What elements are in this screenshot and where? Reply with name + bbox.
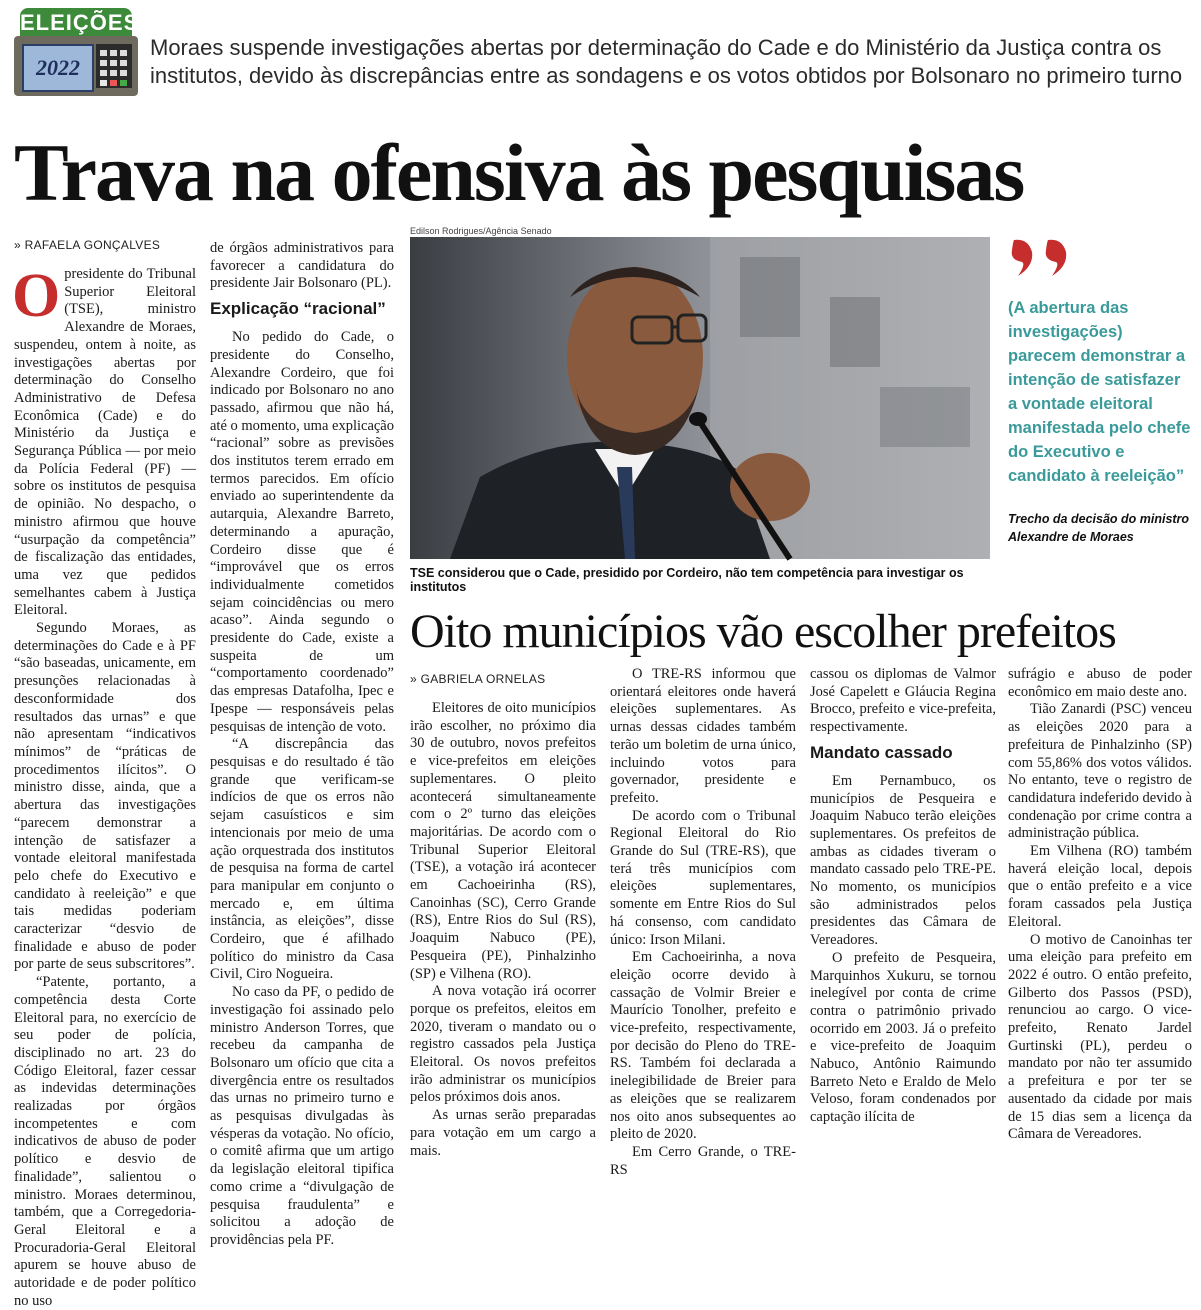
subhead-mandato-cassado: Mandato cassado xyxy=(810,742,953,762)
photo-caption: TSE considerou que o Cade, presidido por Cordeiro, não tem competência para investigar os institutos xyxy=(410,566,964,594)
paragraph: sufrágio e abuso de poder econômico em maio deste ano. xyxy=(1008,666,1192,700)
badge-label: ELEIÇÕES xyxy=(20,8,132,38)
keypad-icon xyxy=(96,44,132,88)
paragraph: Eleitores de oito municípios irão escolher, no próximo dia 30 de outubro, novos prefeitos e vice-prefeitos em eleições suplementares. O pleito acontecerá simultaneamente com o 2º turno das eleições majoritárias. De acordo com o Tribunal Superior Eleitoral (TSE), a votação irá acontecer em Cachoeirinha (RS), Canoinhas (SC), Cerro Grande (RS), Entre Rios do Sul (RS), Joaquim Nabuco (PE), Pesqueira (PE), Pinhalzinho (SP) e Vilhena (RO). xyxy=(410,700,596,982)
main-byline: » RAFAELA GONÇALVES xyxy=(14,238,161,252)
elections-badge xyxy=(14,8,138,96)
portrait-photo-illustration xyxy=(410,237,990,559)
second-article-column-4 xyxy=(1008,666,1192,1143)
second-article-column-2 xyxy=(610,666,796,1178)
paragraph: A nova votação irá ocorrer porque os prefeitos, eleitos em 2020, tiveram o mandato ou o registro cassados pela Justiça Eleitoral. Os novos prefeitos irão administrar os municípios pelos próximos dois anos. xyxy=(410,983,596,1106)
badge-year: 2022 xyxy=(22,44,94,92)
second-article-column-3 xyxy=(810,666,996,1126)
paragraph: presidente do Tribunal Superior Eleitoral (TSE), ministro Alexandre de Moraes, suspendeu, ontem à noite, as investigações abertas por determinação do Conselho Administrativo de Defesa Econômica (Cade) e do Ministério da Justiça e Segurança Pública — por meio da Polícia Federal (PF) — sobre os institutos de pesquisa de opinião. No despacho, o ministro afirmou que houve “usurpação da competência” de fiscalização das entidades, uma vez que pedidos semelhantes cabem à Justiça Eleitoral. xyxy=(14,266,196,619)
paragraph: As urnas serão preparadas para votação em um cargo a mais. xyxy=(410,1107,596,1159)
pull-quote: (A abertura das investigações) parecem demonstrar a intenção de satisfazer a vontade eleitoral manifestada pelo chefe do Executivo e candidato à reeleição” xyxy=(1008,299,1191,485)
paragraph: O TRE-RS informou que orientará eleitores onde haverá eleições suplementares. As urnas dessas cidades também terão um boletim de urna único, incluindo votos para governador, presidente e prefeito. xyxy=(610,666,796,806)
second-byline: » GABRIELA ORNELAS xyxy=(410,672,546,686)
paragraph: No caso da PF, o pedido de investigação foi assinado pelo ministro Anderson Torres, que recebeu da campanha de Bolsonaro um ofício que cita a divergência entre os resultados das urnas no primeiro turno e as pesquisas divulgadas às vésperas da votação. No ofício, o comitê afirma que um artigo da legislação eleitoral tipifica como crime a “divulgação de pesquisa fraudulenta” e solicitou a adoção de providências pela PF. xyxy=(210,984,394,1248)
paragraph: Em Pernambuco, os municípios de Pesqueira e Joaquim Nabuco terão eleições suplementares. Os prefeitos de ambas as cidades tiveram o mandato cassado pelo TRE-PE. No momento, os municípios são administrados pelos presidentes das Câmara de Vereadores. xyxy=(810,772,996,949)
paragraph: “Patente, portanto, a competência desta Corte Eleitoral para, no exercício de seu poder de polícia, disciplinado no art. 23 do Código Eleitoral, fazer cessar as indevidas determinações realizadas por órgãos incompetentes e com indicativos de abuso de poder político e desvio de finalidade”, salientou o ministro. Moraes determinou, também, que a Corregedoria-Geral Eleitoral e a Procuradoria-Geral Eleitoral apurem se houve abuso de autoridade e de poder político no uso xyxy=(14,974,196,1309)
paragraph: De acordo com o Tribunal Regional Eleitoral do Rio Grande do Sul (TRE-RS), que terá três municípios com eleições suplementares, somente em Entre Rios do Sul há consenso, com candidato único: Irson Milani. xyxy=(610,807,796,948)
quote-mark-icon xyxy=(1010,238,1090,278)
main-article-column-2 xyxy=(210,240,394,1248)
second-article-column-1 xyxy=(410,700,596,1159)
main-headline: Trava na ofensiva às pesquisas xyxy=(14,127,1024,218)
subhead-explicacao: Explicação “racional” xyxy=(210,299,386,319)
paragraph: Em Vilhena (RO) também haverá eleição local, depois que o então prefeito e a vice foram cassados pela Justiça Eleitoral. xyxy=(1008,843,1192,930)
news-photo xyxy=(410,237,990,559)
paragraph: Em Cerro Grande, o TRE-RS xyxy=(610,1143,796,1178)
paragraph: Em Cachoeirinha, a nova eleição ocorre devido à cassação de Volmir Breier e Maurício Tonolher, prefeito e vice-prefeito, respectivamente, por decisão do Pleno do TRE-RS. Também foi declarada a inelegibilidade de Breier para as eleições que se realizarem nos oito anos subsequentes ao pleito de 2020. xyxy=(610,949,796,1143)
paragraph: Segundo Moraes, as determinações do Cade e à PF “são baseadas, unicamente, em presunções relacionadas à desconformidade dos resultados das urnas” e que não apresentam “indicativos mínimos” de “práticas de procedimentos ilícitos”. O ministro disse, ainda, que a abertura das investigações “parecem demonstrar a intenção de satisfazer a vontade eleitoral manifestada pelo chefe do Executivo e candidato à reeleição” e que tais medidas poderiam caracterizar “desvio de finalidade e abuso de poder por parte de seus subscritores”. xyxy=(14,620,196,973)
paragraph: de órgãos administrativos para favorecer a candidatura do presidente Jair Bolsonaro (PL). xyxy=(210,240,394,292)
drop-cap: O xyxy=(12,262,61,330)
paragraph: cassou os diplomas de Valmor José Capelett e Gláucia Regina Brocco, prefeito e vice-prefeita, respectivamente. xyxy=(810,666,996,736)
deck-text: Moraes suspende investigações abertas por determinação do Cade e do Ministério da Justiça contra os institutos, devido às discrepâncias entre as sondagens e os votos obtidos por Bolsonaro no primeiro turno xyxy=(150,35,1183,88)
second-headline: Oito municípios vão escolher prefeitos xyxy=(410,605,1116,658)
pull-quote-attribution: Trecho da decisão do ministro Alexandre de Moraes xyxy=(1008,512,1190,544)
paragraph: O motivo de Canoinhas ter uma eleição para prefeito em 2022 é outro. O então prefeito, Gilberto dos Passos (PSD), renunciou ao cargo. O vice-prefeito, Renato Jardel Gurtinski (PL), perdeu o mandato por não ter assumido a prefeitura e por ter se ausentado da cidade por mais de 15 dias sem a licença da Câmara de Vereadores. xyxy=(1008,931,1192,1143)
photo-credit: Edilson Rodrigues/Agência Senado xyxy=(410,226,552,236)
paragraph: O prefeito de Pesqueira, Marquinhos Xukuru, se tornou inelegível por conta de crime contra o patrimônio privado ocorrido em 2003. Já o prefeito e vice-prefeito de Joaquim Nabuco, Antônio Raimundo Barreto Neto e Eraldo de Melo Veloso, foram condenados por captação ilícita de xyxy=(810,949,996,1126)
main-article-column-1 xyxy=(12,262,196,1309)
paragraph: No pedido do Cade, o presidente do Conselho, Alexandre Cordeiro, que foi indicado por Bolsonaro no ano passado, afirmou que não há, até o momento, uma explicação “racional” sobre as previsões dos institutos terem errado em termos parecidos. Em ofício enviado ao superintendente da autarquia, Alexandre Barreto, determinando a apuração, Cordeiro disse que é “improvável que os erros individualmente cometidos sejam coincidências ou mero acaso”. Ainda segundo o presidente do Cade, existe a suspeita de um “comportamento coordenado” das empresas Datafolha, Ipec e Ipespe — responsáveis pelas pesquisas de intenção de voto. xyxy=(210,329,394,735)
paragraph: “A discrepância das pesquisas e do resultado é tão grande que verificam-se indícios de que os erros não sejam casuísticos e sim intencionais por meio de uma ação orquestrada dos institutos de pesquisa na forma de cartel para manipular em conjunto o mercado e, em última instância, as eleições”, disse Cordeiro, que é afilhado político do ministro da Casa Civil, Ciro Nogueira. xyxy=(210,736,394,983)
paragraph: Tião Zanardi (PSC) venceu as eleições 2020 para a prefeitura de Pinhalzinho (SP) com 55,86% dos votos válidos. No entanto, teve o registro de candidatura indeferido devido à condenação por crime contra a administração pública. xyxy=(1008,701,1192,842)
